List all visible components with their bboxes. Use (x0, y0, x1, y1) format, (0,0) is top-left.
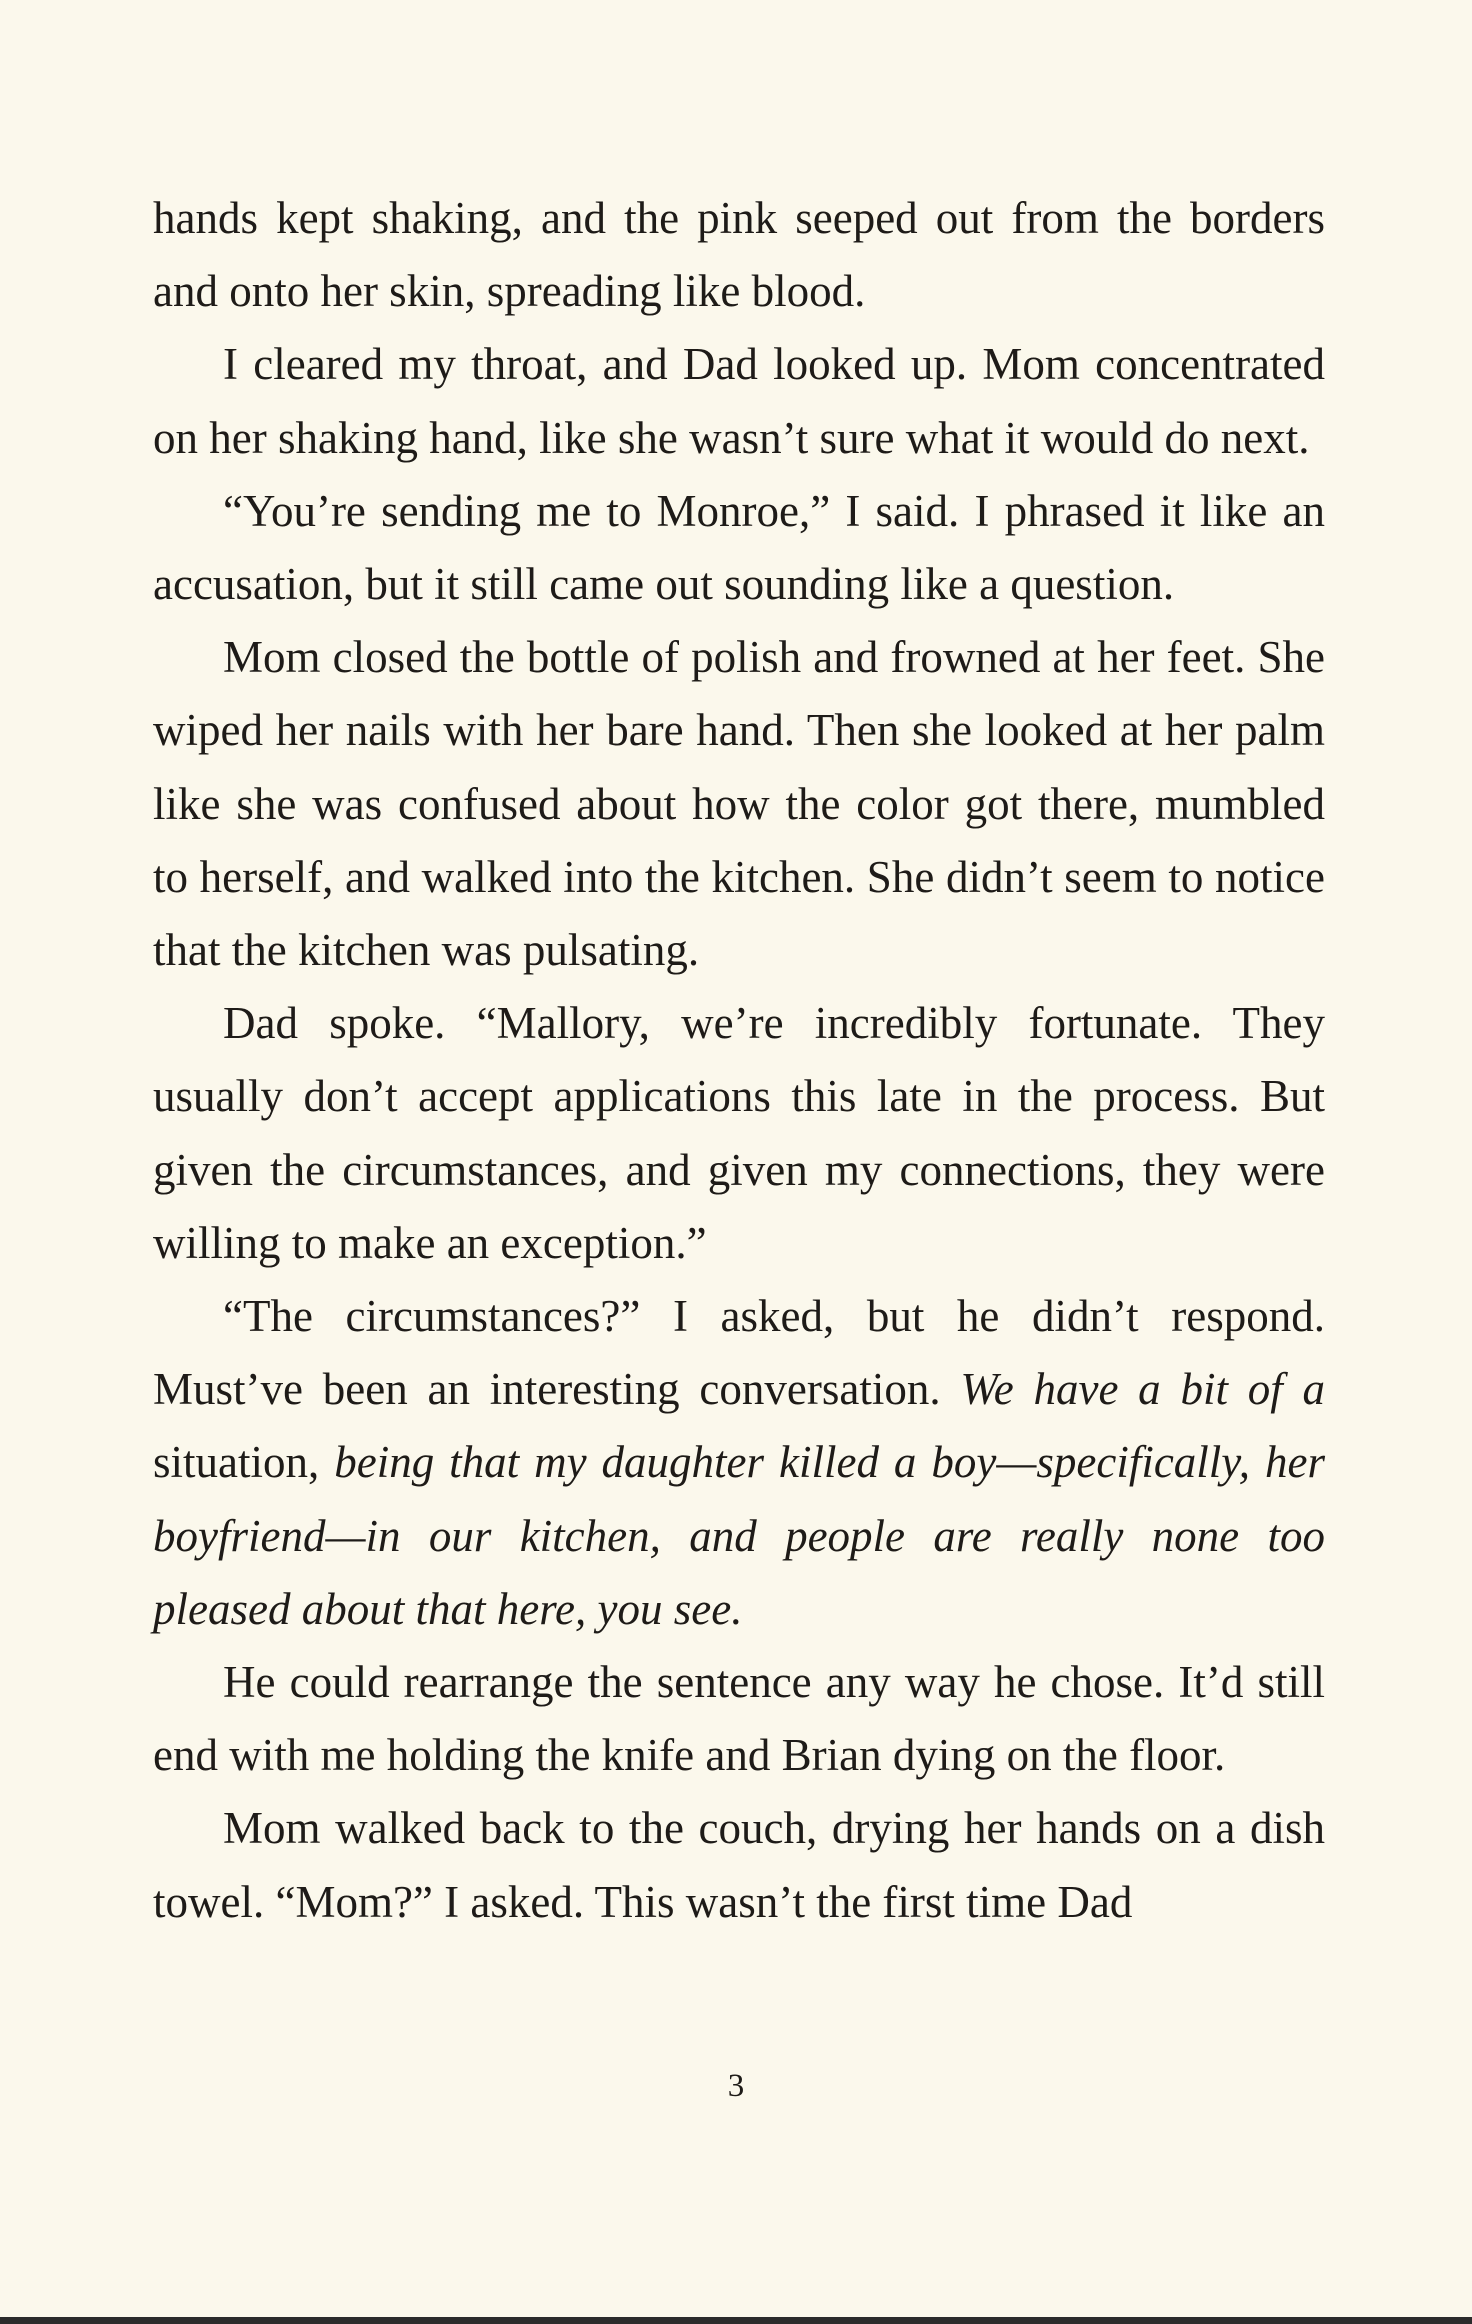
paragraph-7: He could rearrange the sentence any way he chose. It’d still end with me holding the knife and Brian dying on the floor. (153, 1657, 1325, 1781)
paragraph-8: Mom walked back to the couch, drying her hands on a dish towel. “Mom?” I asked. This wasn’t the first time Dad (153, 1803, 1325, 1927)
paragraph-6 (153, 1280, 1325, 1646)
paragraph-3: “You’re sending me to Monroe,” I said. I phrased it like an accusation, but it still came out sounding like a question. (153, 485, 1325, 610)
paragraph-6-italic-d: being that my daughter killed a boy—specifically, her boyfriend—in our kitchen, and people are really none too pleased about that here, you see. (153, 1437, 1325, 1634)
page-number: 3 (727, 2068, 745, 2104)
scan-bottom-edge (0, 2317, 1472, 2324)
paragraph-4: Mom closed the bottle of polish and frowned at her feet. She wiped her nails with her bare hand. Then she looked at her palm like she was confused about how the color got there, mumbled to herself, and walked into the kitchen. She didn’t seem to notice that the kitchen was pulsating. (153, 632, 1325, 976)
paragraph-6-italic-b: We have a bit of a (960, 1364, 1326, 1415)
paragraph-6-text-c: situation, (153, 1437, 335, 1488)
paragraph-1: hands kept shaking, and the pink seeped out from the borders and onto her skin, spreading like blood. (153, 193, 1325, 317)
paragraph-6-text-a: “The circumstances?” I asked, but he didn’t respond. Must’ve been an interesting conversation. (153, 1291, 1325, 1415)
paragraph-5: Dad spoke. “Mallory, we’re incredibly fortunate. They usually don’t accept applications this late in the process. But given the circumstances, and given my connections, they were willing to make an exception.” (153, 998, 1325, 1268)
body-text (153, 182, 1325, 1939)
paragraph-2: I cleared my throat, and Dad looked up. Mom concentrated on her shaking hand, like she wasn’t sure what it would do next. (153, 339, 1325, 463)
